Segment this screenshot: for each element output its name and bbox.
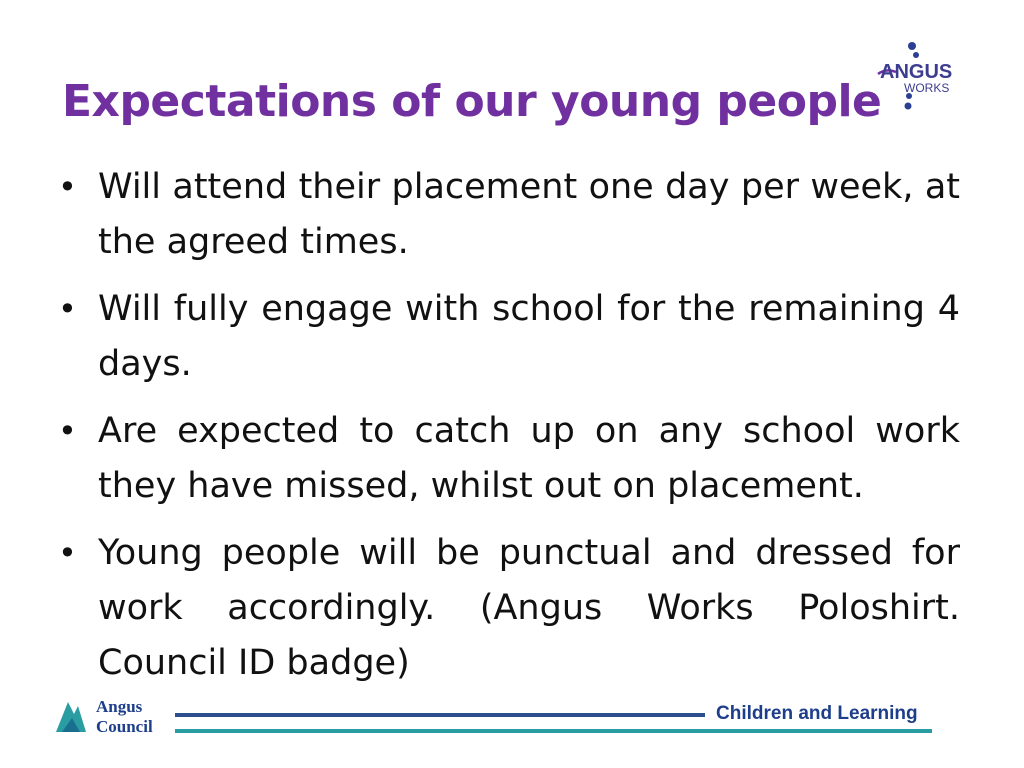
bullet-list	[58, 160, 960, 703]
footer-divider-teal	[175, 729, 932, 733]
angus-works-line1: ANGUS	[880, 61, 953, 83]
bullet-icon: •	[58, 290, 77, 328]
footer-divider-blue	[175, 713, 705, 717]
angus-council-line1: Angus	[96, 697, 143, 716]
footer-text: Children and Learning	[716, 703, 918, 724]
slide-title: Expectations of our young people	[62, 76, 882, 127]
bullet-text: Are expected to catch up on any school work they have missed, whilst out on placement.	[98, 411, 960, 506]
angus-works-line2: WORKS	[904, 81, 950, 95]
bullet-text: Will attend their placement one day per week, at the agreed times.	[98, 167, 960, 262]
bullet-icon: •	[58, 168, 77, 206]
bullet-item	[58, 404, 960, 514]
angus-council-logo	[52, 688, 164, 738]
bullet-icon: •	[58, 412, 77, 450]
angus-works-logo	[872, 38, 982, 118]
bullet-text: Young people will be punctual and dressed for work accordingly. (Angus Works Poloshirt. Council ID badge)	[98, 533, 960, 683]
bullet-icon: •	[58, 534, 77, 572]
bullet-text: Will fully engage with school for the remaining 4 days.	[98, 289, 960, 384]
angus-council-line2: Council	[96, 717, 153, 736]
bullet-item	[58, 160, 960, 270]
bullet-item	[58, 526, 960, 691]
bullet-item	[58, 282, 960, 392]
